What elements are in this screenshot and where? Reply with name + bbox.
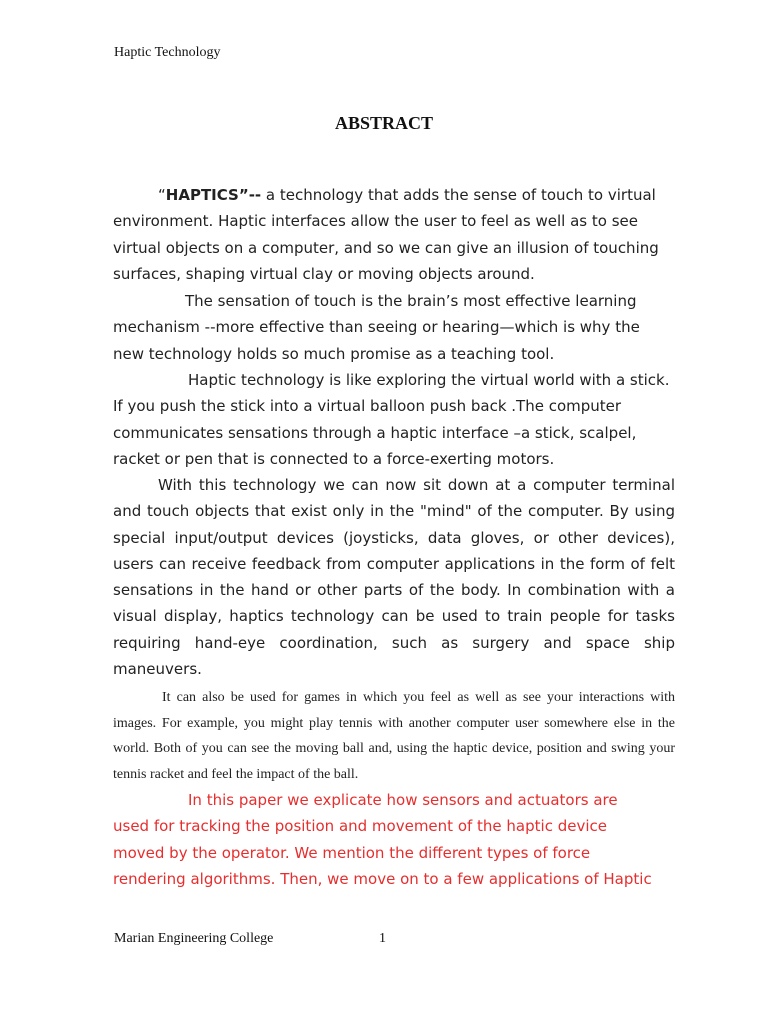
paragraph-line xyxy=(113,787,675,813)
footer-college: Marian Engineering College xyxy=(114,931,274,946)
lead-quote: “ xyxy=(158,186,166,204)
paragraph-line: mechanism --more effective than seeing or hearing—which is why the xyxy=(113,318,640,337)
paragraph-text: In this paper we explicate how sensors and actuators are xyxy=(188,791,618,809)
paragraph-line: used for tracking the position and movement of the haptic device xyxy=(113,817,607,836)
paragraph-text: The sensation of touch is the brain’s most effective learning xyxy=(185,292,637,310)
paragraph-paper-overview xyxy=(113,787,675,892)
page-number: 1 xyxy=(379,931,386,946)
paragraph-line xyxy=(113,182,675,208)
paragraph-games xyxy=(113,685,675,788)
paragraph-line: rendering algorithms. Then, we move on to a few applications of Haptic xyxy=(113,869,652,888)
paragraph-line xyxy=(113,288,675,314)
paragraph-text: Haptic technology is like exploring the virtual world with a stick. xyxy=(188,371,670,389)
paragraph-line: virtual objects on a computer, and so we can give an illusion of touching xyxy=(113,238,659,257)
running-header: Haptic Technology xyxy=(114,45,221,60)
abstract-heading: ABSTRACT xyxy=(334,113,434,133)
paragraph-line: environment. Haptic interfaces allow the user to feel as well as to see xyxy=(113,212,638,231)
haptics-term: HAPTICS”-- xyxy=(165,186,262,204)
paragraph-line: racket or pen that is connected to a force-exerting motors. xyxy=(113,449,555,468)
paragraph-line: communicates sensations through a haptic interface –a stick, scalpel, xyxy=(113,423,637,442)
paragraph-text: a technology that adds the sense of touch to virtual xyxy=(261,186,656,204)
paragraph-line: new technology holds so much promise as a teaching tool. xyxy=(113,344,555,363)
paragraph-line: If you push the stick into a virtual balloon push back .The computer xyxy=(113,397,622,416)
paragraph-text: It can also be used for games in which you feel as well as see your interactions with images. For example, you might play tennis with another computer user somewhere else in the world. Both of you can see the moving ball and, using the haptic device, position and swing your tennis racket and feel the impact of the ball. xyxy=(113,690,675,783)
paragraph-text: With this technology we can now sit down at a computer terminal and touch objects that exist only in the "mind" of the computer. By using special input/output devices (joysticks, data gloves, or other devices), users can receive feedback from computer applications in the form of felt sensations in the hand or other parts of the body. In combination with a visual display, haptics technology can be used to train people for tasks requiring hand-eye coordination, such as surgery and space ship maneuvers. xyxy=(113,476,675,679)
paragraph-computer-terminal xyxy=(113,472,675,682)
paragraph-touch-sensation xyxy=(113,288,675,367)
paragraph-line: moved by the operator. We mention the different types of force xyxy=(113,843,591,862)
paragraph-virtual-stick xyxy=(113,367,675,472)
paragraph-line: surfaces, shaping virtual clay or moving objects around. xyxy=(113,264,535,283)
paragraph-haptics-definition xyxy=(113,182,675,287)
paragraph-line xyxy=(113,367,675,393)
